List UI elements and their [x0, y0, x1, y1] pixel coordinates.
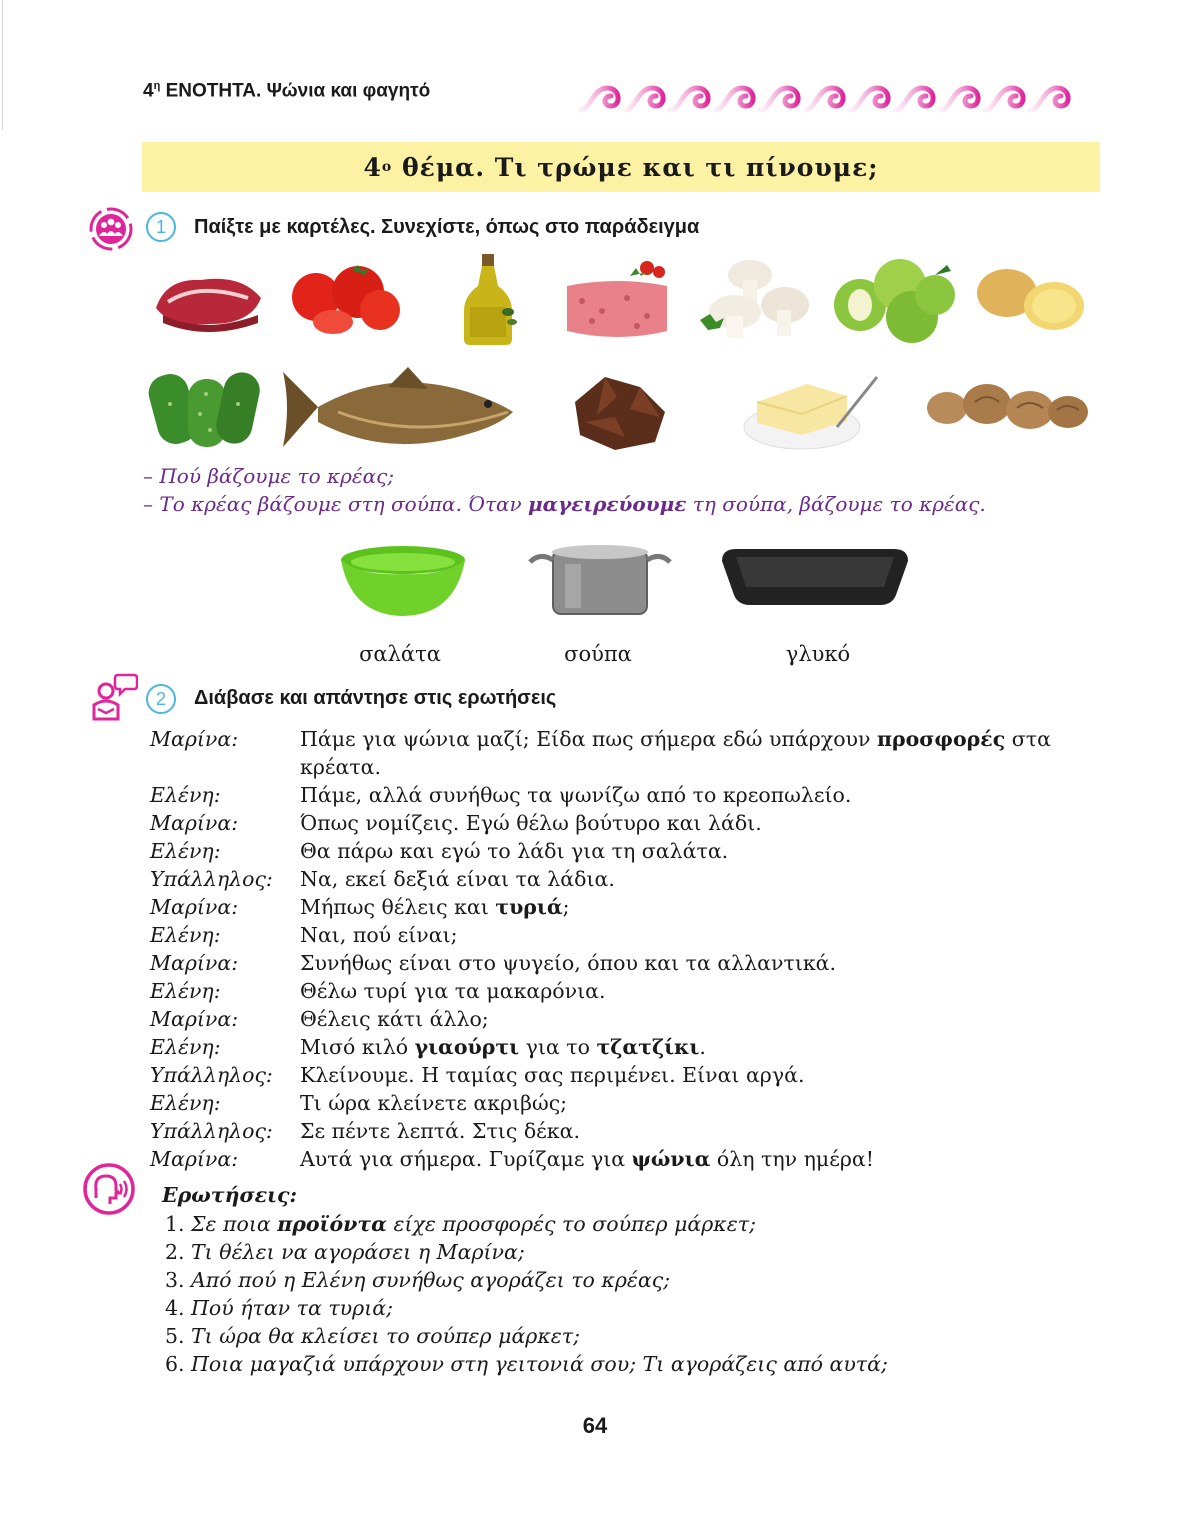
dialog-row — [150, 725, 1095, 753]
question-number: 5. — [165, 1324, 185, 1348]
dialog-speaker: Υπάλληλος: — [150, 1119, 273, 1143]
dialog-text-part: Θέλεις κάτι άλλο; — [300, 1007, 489, 1031]
salad-bowl-image — [338, 542, 468, 618]
dialog-row — [150, 949, 1095, 977]
question-text-part: είχε προσφορές το σούπερ μάρκετ; — [386, 1212, 756, 1236]
dialog-text — [300, 837, 1095, 865]
dialog-speaker: Ελένη: — [150, 1035, 221, 1059]
dialog-text-part: Θα πάρω και εγώ το λάδι για τη σαλάτα. — [300, 839, 729, 863]
question-text — [191, 1350, 888, 1378]
olive-oil-bottle-image — [452, 252, 527, 347]
example-line-2 — [143, 492, 986, 516]
dialog-text — [300, 1061, 1095, 1089]
dialog-text — [300, 1145, 1095, 1173]
dialog-text-part: Πάμε για ψώνια μαζί; Είδα πως σήμερα εδώ υπάρχουν — [300, 727, 877, 751]
dialog-row — [150, 1061, 1095, 1089]
dialog-speaker: Μαρίνα: — [150, 727, 239, 751]
question-text — [191, 1266, 670, 1294]
dish-label-sweet: γλυκό — [785, 642, 851, 666]
dialog-text — [300, 865, 1095, 893]
unit-header — [143, 80, 430, 102]
dialog-text — [300, 1005, 1095, 1033]
potatoes-image — [972, 258, 1090, 336]
question-text-part: Από πού η Ελένη συνήθως αγοράζει το κρέας; — [191, 1268, 671, 1292]
dialog-text-part: στα — [1005, 727, 1051, 751]
fish-image — [278, 362, 520, 452]
tomatoes-image — [288, 262, 403, 337]
dialog-text — [300, 949, 1095, 977]
dialog-text-part: Ναι, πού είναι; — [300, 923, 458, 947]
dialog-row — [150, 865, 1095, 893]
example-line-1: – Πού βάζουμε το κρέας; — [143, 464, 395, 488]
dish-label-salad: σαλάτα — [359, 642, 441, 666]
dialog-speaker: Ελένη: — [150, 839, 221, 863]
question-item — [165, 1266, 888, 1294]
dialog-speaker — [150, 753, 300, 781]
questions-list — [165, 1210, 888, 1378]
dialog-text-part: Τι ώρα κλείνετε ακριβώς; — [300, 1091, 568, 1115]
dialog-text-part: Σε πέντε λεπτά. Στις δέκα. — [300, 1119, 580, 1143]
question-text-part: Ποια μαγαζιά υπάρχουν στη γειτονιά σου; Τι αγοράζεις από αυτά; — [191, 1352, 888, 1376]
dialog-text-part: Μισό κιλό — [300, 1035, 415, 1059]
dialog-row — [150, 921, 1095, 949]
example-line-2-bold: μαγειρεύουμε — [528, 492, 687, 516]
section-2-number: 2 — [146, 684, 176, 714]
dialog-row — [150, 1089, 1095, 1117]
dialog-text-part: Κλείνουμε. Η ταμίας σας περιμένει. Είναι αργά. — [300, 1063, 805, 1087]
dialog-row — [150, 781, 1095, 809]
baking-dish-image — [720, 543, 910, 609]
dialog-row — [150, 809, 1095, 837]
dialog-text-part: Συνήθως είναι στο ψυγείο, όπου και τα αλλαντικά. — [300, 951, 837, 975]
dialog-text — [300, 781, 1095, 809]
question-text-part: Τι θέλει να αγοράσει η Μαρίνα; — [191, 1240, 525, 1264]
questions-heading: Ερωτήσεις: — [162, 1183, 298, 1207]
dialog-row — [150, 1033, 1095, 1061]
dialog-speaker: Μαρίνα: — [150, 1147, 239, 1171]
question-number: 1. — [165, 1212, 185, 1236]
question-item — [165, 1210, 888, 1238]
group-work-icon — [86, 206, 136, 252]
question-text — [191, 1294, 393, 1322]
dialog-speaker: Υπάλληλος: — [150, 867, 273, 891]
dialog-text-part: όλη την ημέρα! — [710, 1147, 874, 1171]
question-item — [165, 1322, 888, 1350]
question-item — [165, 1238, 888, 1266]
dialog-text-part: . — [699, 1035, 706, 1059]
dish-label-soup: σούπα — [564, 642, 632, 666]
dialog — [150, 725, 1095, 1173]
question-text-part: Τι ώρα θα κλείσει το σούπερ μάρκετ; — [191, 1324, 581, 1348]
question-item — [165, 1294, 888, 1322]
question-text — [191, 1322, 580, 1350]
question-text — [191, 1238, 525, 1266]
unit-number: 4 — [143, 80, 154, 102]
example-line-2-start: – Το κρέας βάζουμε στη σούπα. Όταν — [143, 492, 529, 516]
question-number: 2. — [165, 1240, 185, 1264]
question-item — [165, 1350, 888, 1378]
lesson-title — [142, 142, 1100, 192]
section-1-number: 1 — [146, 212, 176, 242]
dialog-keyword: γιαούρτι — [414, 1035, 520, 1059]
walnuts-image — [925, 372, 1090, 437]
cucumbers-image — [148, 364, 263, 454]
question-number: 4. — [165, 1296, 185, 1320]
question-text-part: Σε ποια — [191, 1212, 278, 1236]
dialog-text-part: για το — [519, 1035, 597, 1059]
dialog-text — [300, 753, 1095, 781]
section-2-title: Διάβασε και απάντησε στις ερωτήσεις — [194, 687, 557, 709]
question-text — [191, 1210, 756, 1238]
dialog-speaker: Μαρίνα: — [150, 951, 239, 975]
question-number: 6. — [165, 1352, 185, 1376]
dialog-text — [300, 977, 1095, 1005]
lesson-sup: ο — [381, 159, 393, 175]
dialog-keyword: τζατζίκι — [596, 1035, 700, 1059]
lesson-title-text: θέμα. Τι τρώμε και τι πίνουμε; — [401, 152, 879, 182]
dialog-speaker: Ελένη: — [150, 783, 221, 807]
dialog-speaker: Μαρίνα: — [150, 895, 239, 919]
dialog-speaker: Μαρίνα: — [150, 1007, 239, 1031]
unit-title: ΕΝΟΤΗΤΑ. Ψώνια και φαγητό — [165, 80, 431, 102]
dialog-row — [150, 1005, 1095, 1033]
wave-ornament-icon — [575, 78, 1105, 118]
dialog-text-part: Μήπως θέλεις και — [300, 895, 496, 919]
dialog-text-part: Όπως νομίζεις. Εγώ θέλω βούτυρο και λάδι. — [300, 811, 762, 835]
dialog-text-part: ; — [562, 895, 570, 919]
dialog-text-part: κρέατα. — [300, 755, 382, 779]
dialog-text-part: Θέλω τυρί για τα μακαρόνια. — [300, 979, 606, 1003]
example-line-2-end: τη σούπα, βάζουμε το κρέας. — [686, 492, 986, 516]
question-text-part: Πού ήταν τα τυριά; — [191, 1296, 393, 1320]
dialog-row — [150, 753, 1095, 781]
dialog-text — [300, 809, 1095, 837]
dialog-row — [150, 837, 1095, 865]
butter-image — [742, 367, 882, 452]
dialog-text — [300, 1089, 1095, 1117]
chocolate-image — [565, 362, 677, 454]
dialog-keyword: τυριά — [495, 895, 563, 919]
dialog-text — [300, 893, 1095, 921]
dialog-text-part: Να, εκεί δεξιά είναι τα λάδια. — [300, 867, 615, 891]
dialog-text — [300, 1033, 1095, 1061]
meat-image — [148, 260, 273, 340]
dialog-keyword: προσφορές — [876, 727, 1006, 751]
lesson-number: 4 — [363, 152, 382, 182]
dialog-speaker: Υπάλληλος: — [150, 1063, 273, 1087]
dialog-speaker: Ελένη: — [150, 979, 221, 1003]
question-keyword: προϊόντα — [277, 1212, 387, 1236]
dialog-row — [150, 1117, 1095, 1145]
soup-pot-image — [525, 540, 675, 620]
apples-image — [830, 255, 960, 345]
page-margin-line — [2, 0, 3, 130]
page-number: 64 — [582, 1413, 608, 1438]
dialog-text — [300, 1117, 1095, 1145]
reading-icon — [90, 671, 138, 723]
dialog-row — [150, 1145, 1095, 1173]
dialog-speaker: Ελένη: — [150, 1091, 221, 1115]
dialog-row — [150, 893, 1095, 921]
section-1-title: Παίξτε με καρτέλες. Συνεχίστε, όπως στο παράδειγμα — [194, 216, 700, 238]
mushrooms-image — [695, 250, 820, 348]
dialog-keyword: ψώνια — [631, 1147, 711, 1171]
dialog-speaker: Ελένη: — [150, 923, 221, 947]
minced-meat-image — [562, 256, 672, 344]
speaking-icon — [82, 1162, 136, 1216]
dialog-row — [150, 977, 1095, 1005]
dialog-text — [300, 725, 1095, 753]
dialog-speaker: Μαρίνα: — [150, 811, 239, 835]
question-number: 3. — [165, 1268, 185, 1292]
dialog-text — [300, 921, 1095, 949]
dialog-text-part: Αυτά για σήμερα. Γυρίζαμε για — [300, 1147, 632, 1171]
dialog-text-part: Πάμε, αλλά συνήθως τα ψωνίζω από το κρεοπωλείο. — [300, 783, 852, 807]
unit-sup: η — [153, 80, 161, 92]
